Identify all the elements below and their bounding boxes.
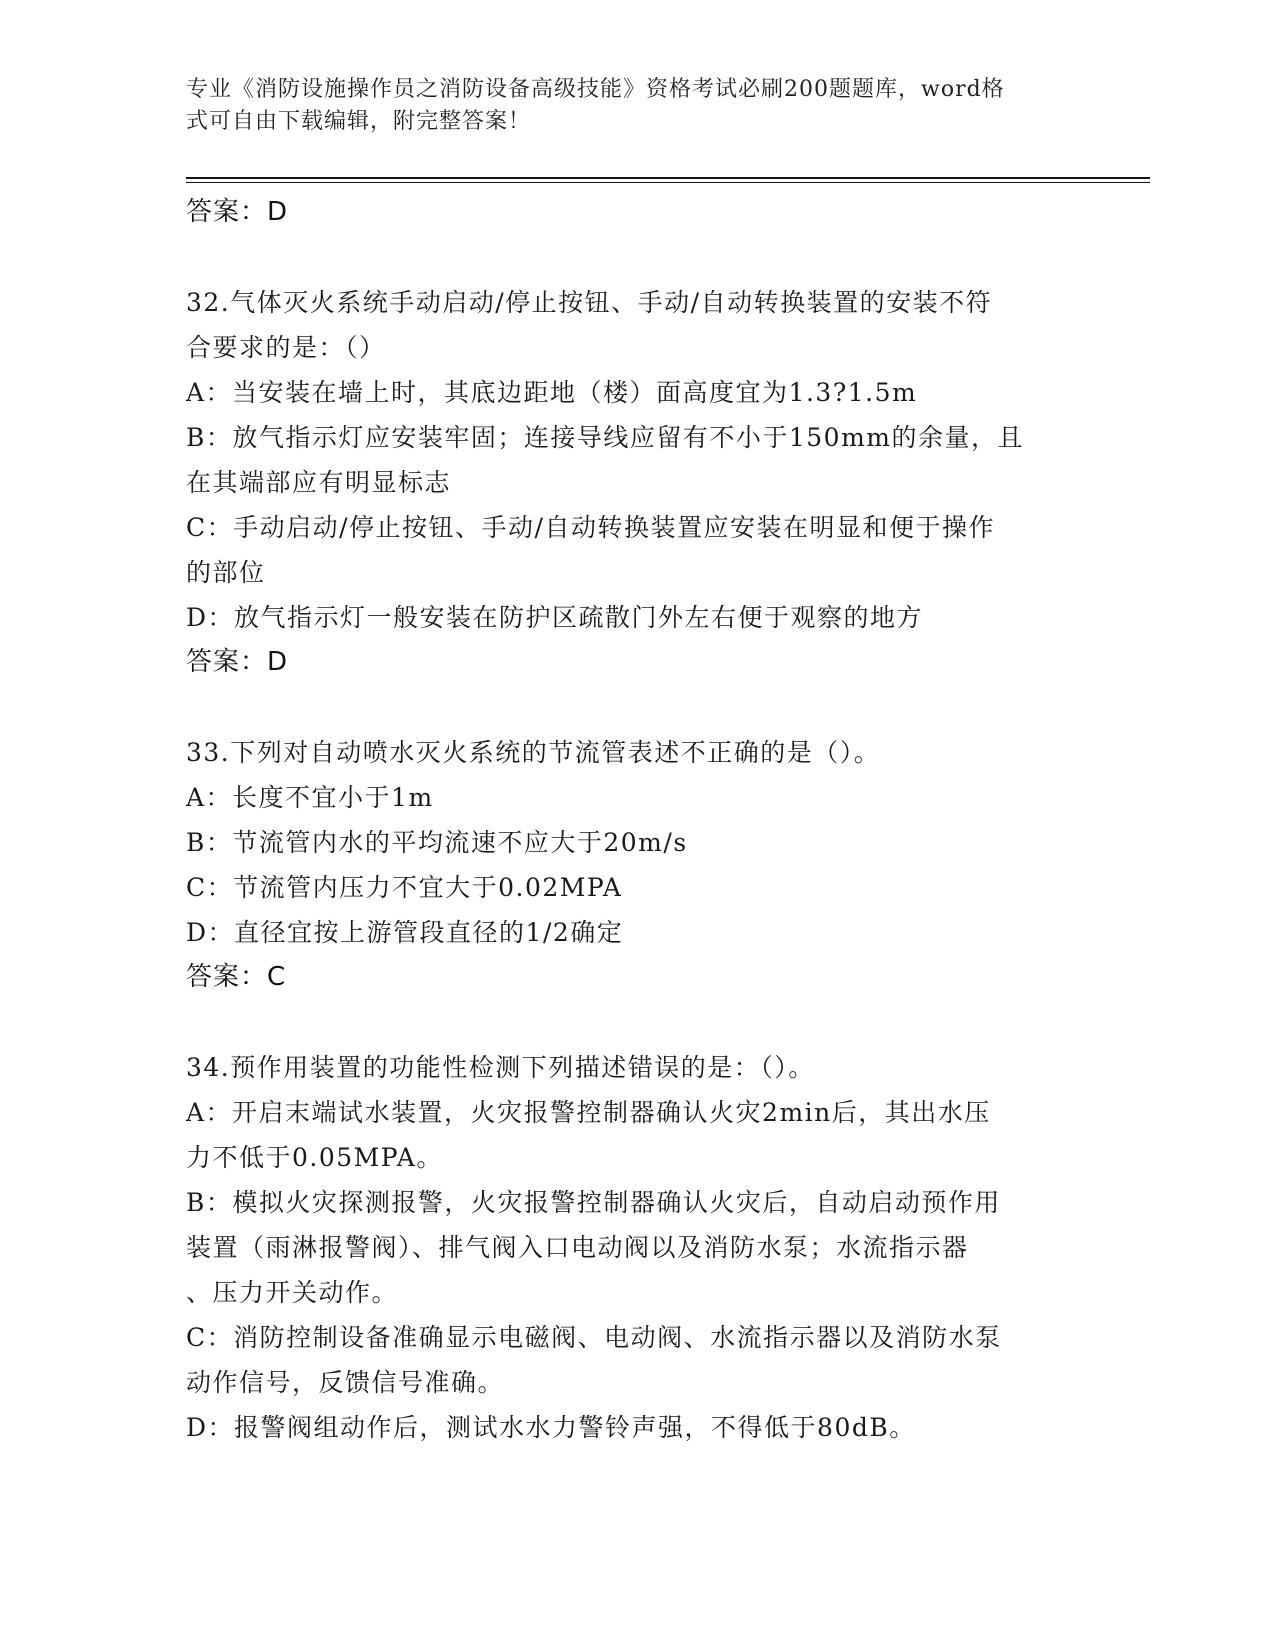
- option-b: B：节流管内水的平均流速不应大于20m/s: [186, 828, 688, 857]
- header-line-1: 专业《消防设施操作员之消防设备高级技能》资格考试必刷200题题库，word格: [186, 77, 1005, 102]
- option-c: C：消防控制设备准确显示电磁阀、电动阀、水流指示器以及消防水泵: [186, 1323, 1002, 1352]
- spacer: [186, 685, 1086, 730]
- question-stem-line: 34.预作用装置的功能性检测下列描述错误的是：（）。: [186, 1053, 815, 1082]
- spacer: [186, 1000, 1086, 1045]
- option-a: A：长度不宜小于1m: [186, 783, 434, 812]
- option-d: D：直径宜按上游管段直径的1/2确定: [186, 918, 624, 947]
- spacer: [186, 235, 1086, 280]
- question-34: [186, 1045, 1086, 1450]
- question-list: [186, 190, 1086, 1450]
- question-32: [186, 280, 1086, 685]
- option-a: A：当安装在墙上时，其底边距地（楼）面高度宜为1.3?1.5m: [186, 378, 918, 407]
- answer-31: 答案：D: [186, 197, 289, 227]
- option-a-cont: 力不低于0.05MPA。: [186, 1143, 443, 1172]
- header-rule-thin: [186, 182, 1150, 183]
- page-header: [186, 74, 1066, 138]
- header-rule-thick: [186, 177, 1150, 179]
- option-c: C：手动启动/停止按钮、手动/自动转换装置应安装在明显和便于操作: [186, 513, 995, 542]
- option-b: B：模拟火灾探测报警，火灾报警控制器确认火灾后，自动启动预作用: [186, 1188, 1001, 1217]
- option-b-cont: 在其端部应有明显标志: [186, 468, 452, 497]
- option-c-cont: 的部位: [186, 558, 266, 587]
- option-c-cont: 动作信号，反馈信号准确。: [186, 1368, 505, 1397]
- question-33: [186, 730, 1086, 1000]
- question-stem-line: 33.下列对自动喷水灭火系统的节流管表述不正确的是（）。: [186, 738, 881, 767]
- header-line-2: 式可自由下载编辑，附完整答案！: [186, 109, 532, 134]
- option-b: B：放气指示灯应安装牢固；连接导线应留有不小于150mm的余量，且: [186, 423, 1025, 452]
- answer-33: 答案：C: [186, 962, 287, 992]
- question-stem-line: 32.气体灭火系统手动启动/停止按钮、手动/自动转换装置的安装不符: [186, 288, 993, 317]
- answer-32: 答案：D: [186, 647, 289, 677]
- option-c: C：节流管内压力不宜大于0.02MPA: [186, 873, 623, 902]
- option-b-cont: 装置（雨淋报警阀）、排气阀入口电动阀以及消防水泵；水流指示器: [186, 1233, 969, 1262]
- option-b-cont: 、压力开关动作。: [186, 1278, 399, 1307]
- option-a: A：开启末端试水装置，火灾报警控制器确认火灾2min后，其出水压: [186, 1098, 991, 1127]
- question-stem-line: 合要求的是：（）: [186, 333, 386, 362]
- option-d: D：报警阀组动作后，测试水水力警铃声强，不得低于80dB。: [186, 1413, 916, 1442]
- option-d: D：放气指示灯一般安装在防护区疏散门外左右便于观察的地方: [186, 603, 924, 632]
